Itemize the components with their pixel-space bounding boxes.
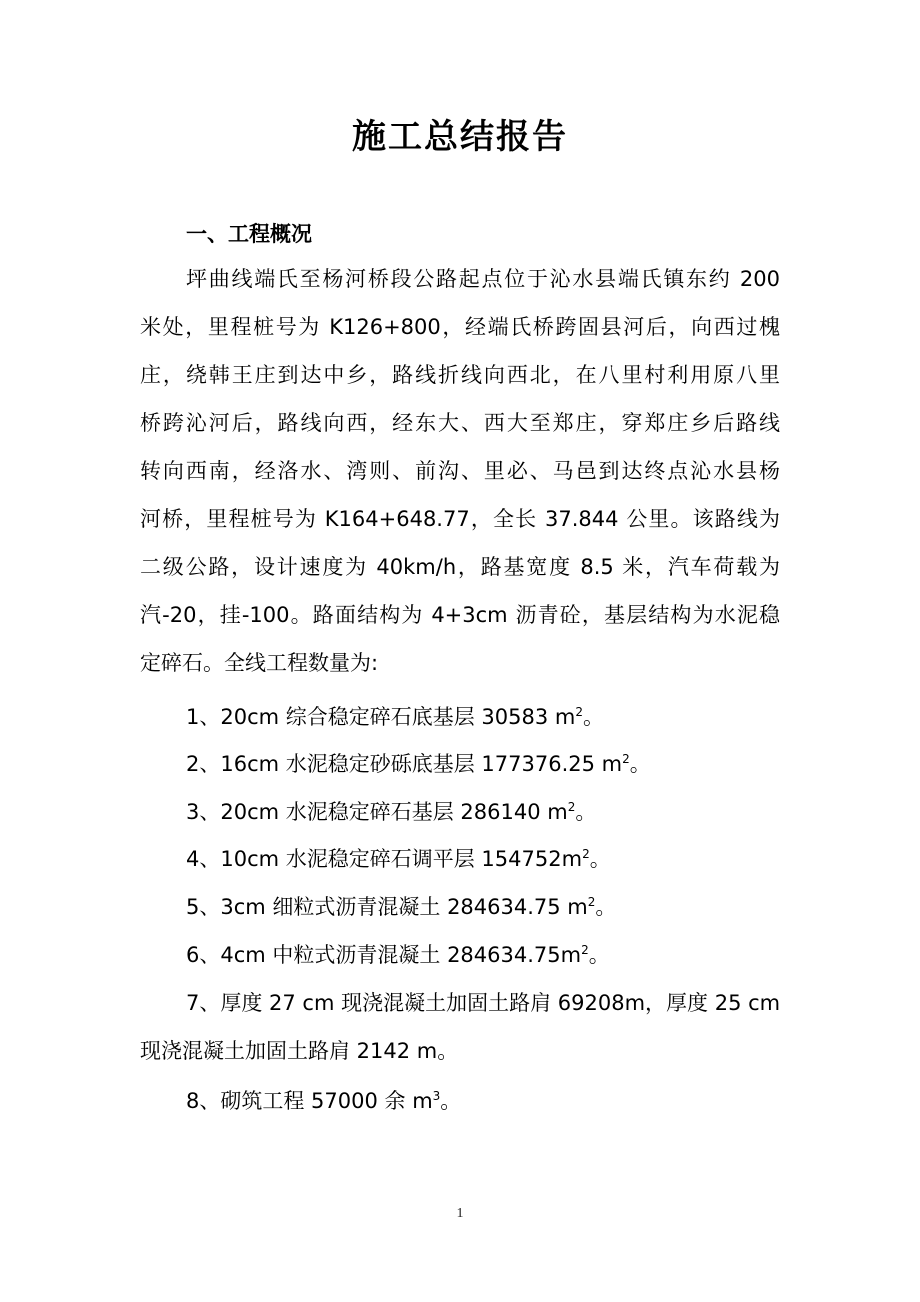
list-item-text: 6、4cm 中粒式沥青混凝土 284634.75m <box>186 943 582 967</box>
paragraph-line: 米处，里程桩号为 K126+800，经端氏桥跨固县河后，向西过槐 <box>140 315 780 339</box>
list-item <box>186 939 610 971</box>
list-item-text: 8、砌筑工程 57000 余 m <box>186 1089 433 1113</box>
list-item-end: 。 <box>583 705 605 729</box>
paragraph-line: 转向西南，经洛水、湾则、前沟、里必、马邑到达终点沁水县杨 <box>140 459 780 483</box>
list-item <box>186 796 596 828</box>
superscript: 3 <box>432 1089 441 1103</box>
list-item-text: 4、10cm 水泥稳定碎石调平层 154752m <box>186 847 583 871</box>
list-item-end: 。 <box>595 895 617 919</box>
paragraph-line: 桥跨沁河后，路线向西，经东大、西大至郑庄，穿郑庄乡后路线 <box>140 411 780 435</box>
list-item-end: 。 <box>588 943 610 967</box>
paragraph-line: 河桥，里程桩号为 K164+648.77，全长 37.844 公里。该路线为 <box>140 507 780 531</box>
list-item <box>186 891 616 923</box>
superscript: 2 <box>581 943 589 957</box>
list-item-text: 3、20cm 水泥稳定碎石基层 286140 m <box>186 800 568 824</box>
list-item <box>186 701 604 733</box>
superscript: 2 <box>622 752 630 766</box>
superscript: 2 <box>587 895 596 909</box>
list-item: 7、厚度 27 cm 现浇混凝土加固土路肩 69208m，厚度 25 cm <box>186 991 781 1015</box>
list-item-end: 。 <box>589 847 611 871</box>
list-item-end: 。 <box>629 752 651 776</box>
list-item <box>186 748 651 780</box>
superscript: 2 <box>582 847 590 861</box>
paragraph-line: 庄，绕韩王庄到达中乡，路线折线向西北，在八里村利用原八里 <box>140 363 780 387</box>
paragraph-line: 定碎石。全线工程数量为: <box>140 651 379 675</box>
paragraph-line: 汽-20，挂-100。路面结构为 4+3cm 沥青砼，基层结构为水泥稳 <box>140 603 780 627</box>
section-heading: 一、工程概况 <box>186 222 312 246</box>
list-item <box>186 843 611 875</box>
list-item-text: 2、16cm 水泥稳定砂砾底基层 177376.25 m <box>186 752 623 776</box>
paragraph-line: 二级公路，设计速度为 40km/h，路基宽度 8.5 米，汽车荷载为 <box>140 555 780 579</box>
list-item-end: 。 <box>440 1089 462 1113</box>
list-item-continuation: 现浇混凝土加固土路肩 2142 m。 <box>140 1039 459 1063</box>
paragraph-line: 坪曲线端氏至杨河桥段公路起点位于沁水县端氏镇东约 200 <box>186 267 780 291</box>
list-item <box>186 1085 461 1117</box>
list-item-text: 1、20cm 综合稳定碎石底基层 30583 m <box>186 705 576 729</box>
list-item-text: 5、3cm 细粒式沥青混凝土 284634.75 m <box>186 895 588 919</box>
superscript: 2 <box>575 705 584 719</box>
page-number: 1 <box>456 1206 464 1221</box>
superscript: 2 <box>567 800 576 814</box>
document-title: 施工总结报告 <box>352 117 568 157</box>
list-item-end: 。 <box>575 800 597 824</box>
